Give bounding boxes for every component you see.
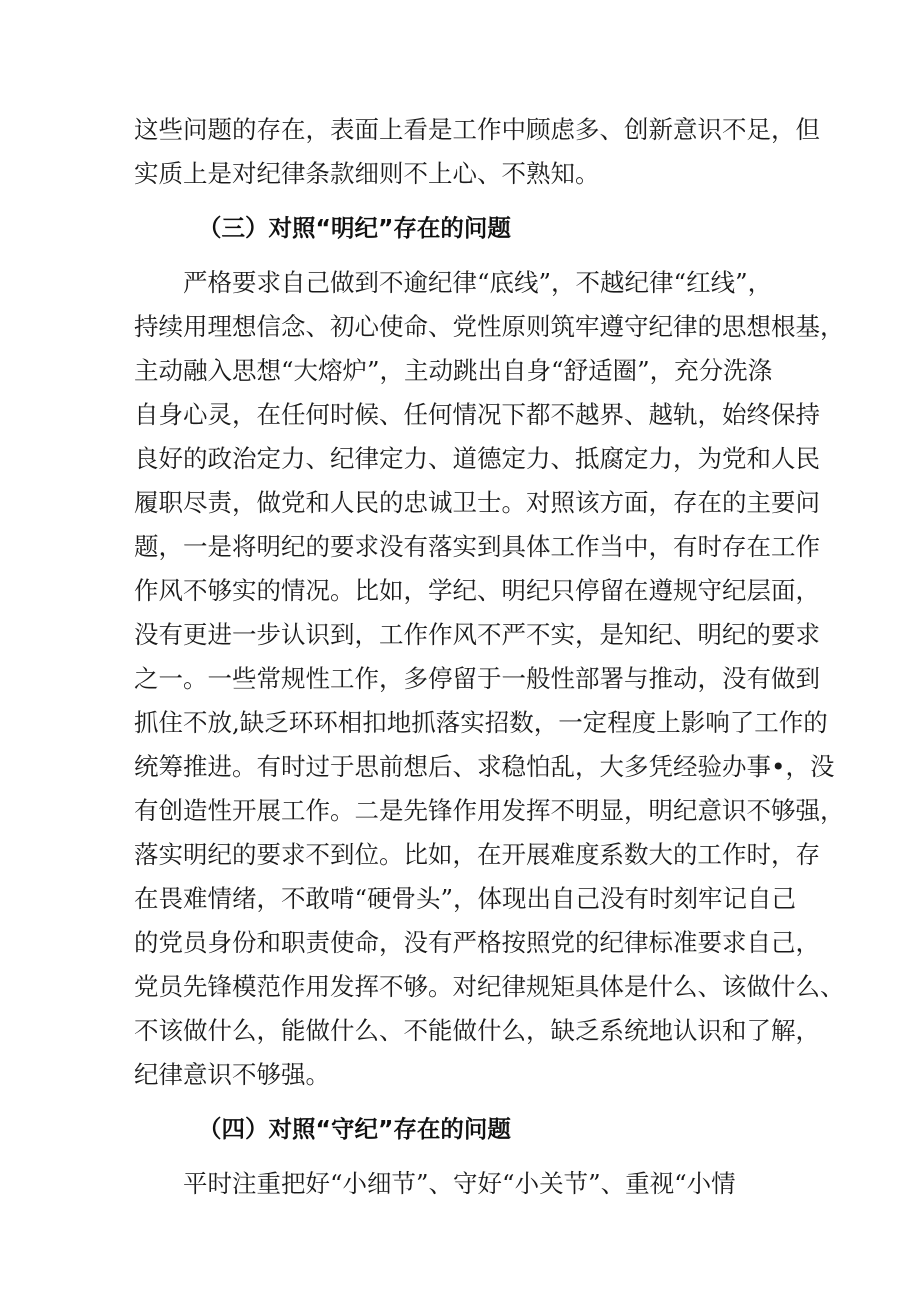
paragraph-line: 平时注重把好“小细节”、守好“小关节”、重视“小情 [183, 1169, 736, 1198]
paragraph-line: 实质上是对纪律条款细则不上心、不熟知。 [134, 159, 600, 188]
paragraph-line: 这些问题的存在，表面上看是工作中顾虑多、创新意识不足，但 [134, 115, 820, 144]
paragraph-line: 不该做什么，能做什么、不能做什么，缺乏系统地认识和了解， [134, 1016, 820, 1045]
paragraph-line: 主动融入思想“大熔炉”，主动跳出自身“舒适圈”，充分洗涤 [134, 356, 773, 385]
paragraph-line: 自身心灵，在任何时候、任何情况下都不越界、越轨，始终保持 [134, 400, 820, 429]
paragraph-line: 严格要求自己做到不逾纪律“底线”，不越纪律“红线”， [183, 268, 773, 297]
paragraph-line: 履职尽责，做党和人民的忠诚卫士。对照该方面，存在的主要问 [134, 488, 820, 517]
paragraph-line: 的党员身份和职责使命，没有严格按照党的纪律标准要求自己， [134, 928, 820, 957]
paragraph-line: 落实明纪的要求不到位。比如，在开展难度系数大的工作时，存 [134, 840, 820, 869]
paragraph-line: 题，一是将明纪的要求没有落实到具体工作当中，有时存在工作 [134, 532, 820, 561]
section-heading-3: （三）对照“明纪”存在的问题 [198, 214, 511, 242]
paragraph-line: 持续用理想信念、初心使命、党性原则筑牢遵守纪律的思想根基， [134, 312, 845, 341]
paragraph-line: 有创造性开展工作。二是先锋作用发挥不明显，明纪意识不够强， [134, 796, 845, 825]
paragraph-line: 纪律意识不够强。 [134, 1060, 330, 1089]
paragraph-line: 没有更进一步认识到，工作作风不严不实，是知纪、明纪的要求 [134, 620, 820, 649]
section-heading-4: （四）对照“守纪”存在的问题 [198, 1115, 511, 1143]
paragraph-line: 统筹推进。有时过于思前想后、求稳怕乱，大多凭经验办事•，没 [134, 752, 835, 781]
paragraph-line: 在畏难情绪，不敢啃“硬骨头”，体现出自己没有时刻牢记自己 [134, 884, 797, 913]
paragraph-line: 党员先锋模范作用发挥不够。对纪律规矩具体是什么、该做什么、 [134, 972, 845, 1001]
paragraph-line: 抓住不放,缺乏环环相扣地抓落实招数，一定程度上影响了工作的 [134, 708, 828, 737]
paragraph-line: 作风不够实的情况。比如，学纪、明纪只停留在遵规守纪层面， [134, 576, 820, 605]
paragraph-line: 良好的政治定力、纪律定力、道德定力、抵腐定力，为党和人民 [134, 444, 820, 473]
paragraph-line: 之一。一些常规性工作，多停留于一般性部署与推动，没有做到 [134, 664, 820, 693]
